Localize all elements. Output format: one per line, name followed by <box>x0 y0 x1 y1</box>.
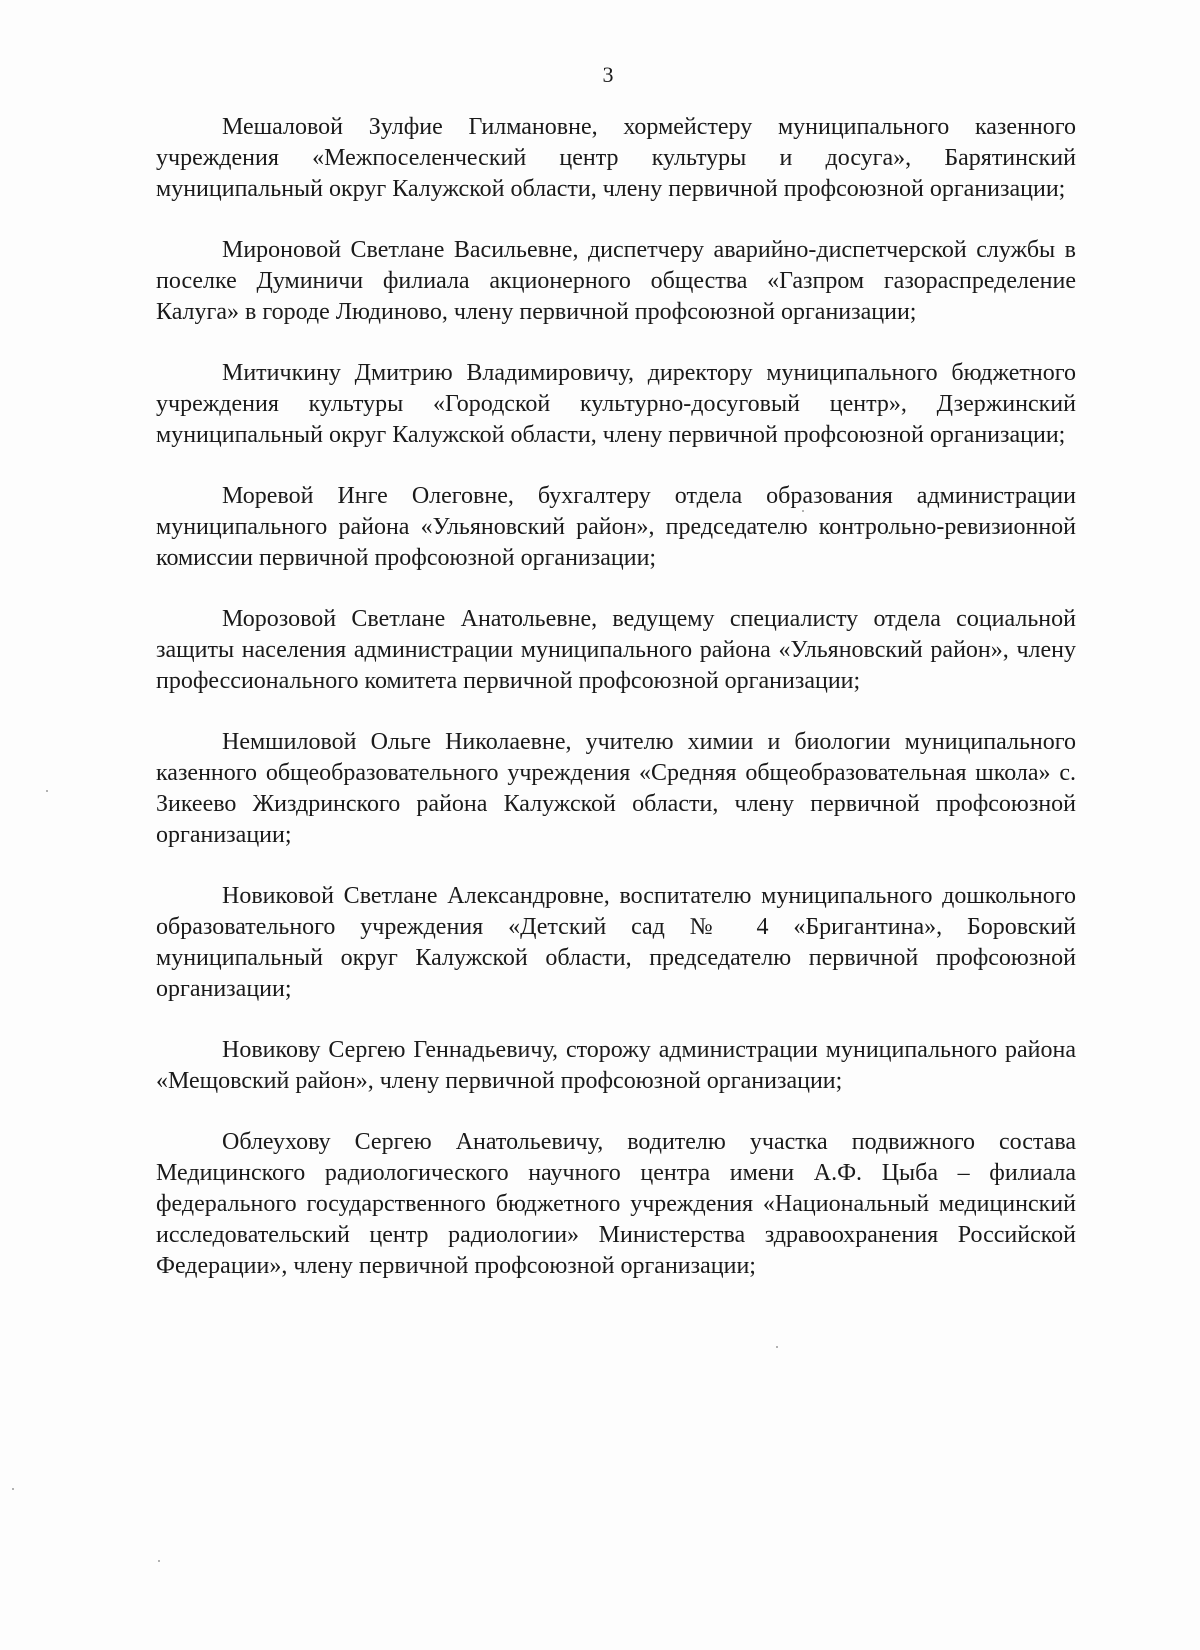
list-item: Новиковой Светлане Александровне, воспитателю муниципального дошкольного образовательного учреждения «Детский сад № 4 «Бригантина», Боровский муниципальный округ Калужской области, председателю первичной профсоюзной организации; <box>156 883 1076 1002</box>
list-item: Морозовой Светлане Анатольевне, ведущему специалисту отдела социальной защиты населения администрации муниципального района «Ульяновский район», члену профессионального комитета первичной профсоюзной организации; <box>156 606 1076 694</box>
scan-speck <box>158 1560 160 1562</box>
list-item: Митичкину Дмитрию Владимировичу, директору муниципального бюджетного учреждения культуры «Городской культурно-досуговый центр», Дзержинский муниципальный округ Калужской области, члену первичной профсоюзной организации; <box>156 360 1076 448</box>
scan-speck <box>802 510 804 512</box>
list-item: Мироновой Светлане Васильевне, диспетчеру аварийно-диспетчерской службы в поселке Думиничи филиала акционерного общества «Газпром газораспределение Калуга» в городе Людиново, члену первичной профсоюзной организации; <box>156 237 1076 325</box>
scan-speck <box>12 1488 14 1490</box>
page-number: 3 <box>602 62 614 87</box>
list-item: Немшиловой Ольге Николаевне, учителю химии и биологии муниципального казенного общеобразовательного учреждения «Средняя общеобразовательная школа» с. Зикеево Жиздринского района Калужской области, члену первичной профсоюзной организации; <box>156 729 1076 848</box>
list-item: Мешаловой Зулфие Гилмановне, хормейстеру муниципального казенного учреждения «Межпоселенческий центр культуры и досуга», Барятинский муниципальный округ Калужской области, члену первичной профсоюзной организации; <box>156 114 1076 202</box>
scan-speck <box>46 790 48 792</box>
list-item: Моревой Инге Олеговне, бухгалтеру отдела образования администрации муниципального района «Ульяновский район», председателю контрольно-ревизионной комиссии первичной профсоюзной организации; <box>156 483 1076 571</box>
list-item: Новикову Сергею Геннадьевичу, сторожу администрации муниципального района «Мещовский район», члену первичной профсоюзной организации; <box>156 1037 1076 1094</box>
scan-speck <box>776 1346 778 1348</box>
list-item: Облеухову Сергею Анатольевичу, водителю участка подвижного состава Медицинского радиологического научного центра имени А.Ф. Цыба – филиала федерального государственного бюджетного учреждения «Национальный медицинский исследовательский центр радиологии» Министерства здравоохранения Российской Федерации», члену первичной профсоюзной организации; <box>156 1129 1076 1279</box>
award-list <box>156 112 1076 1312</box>
